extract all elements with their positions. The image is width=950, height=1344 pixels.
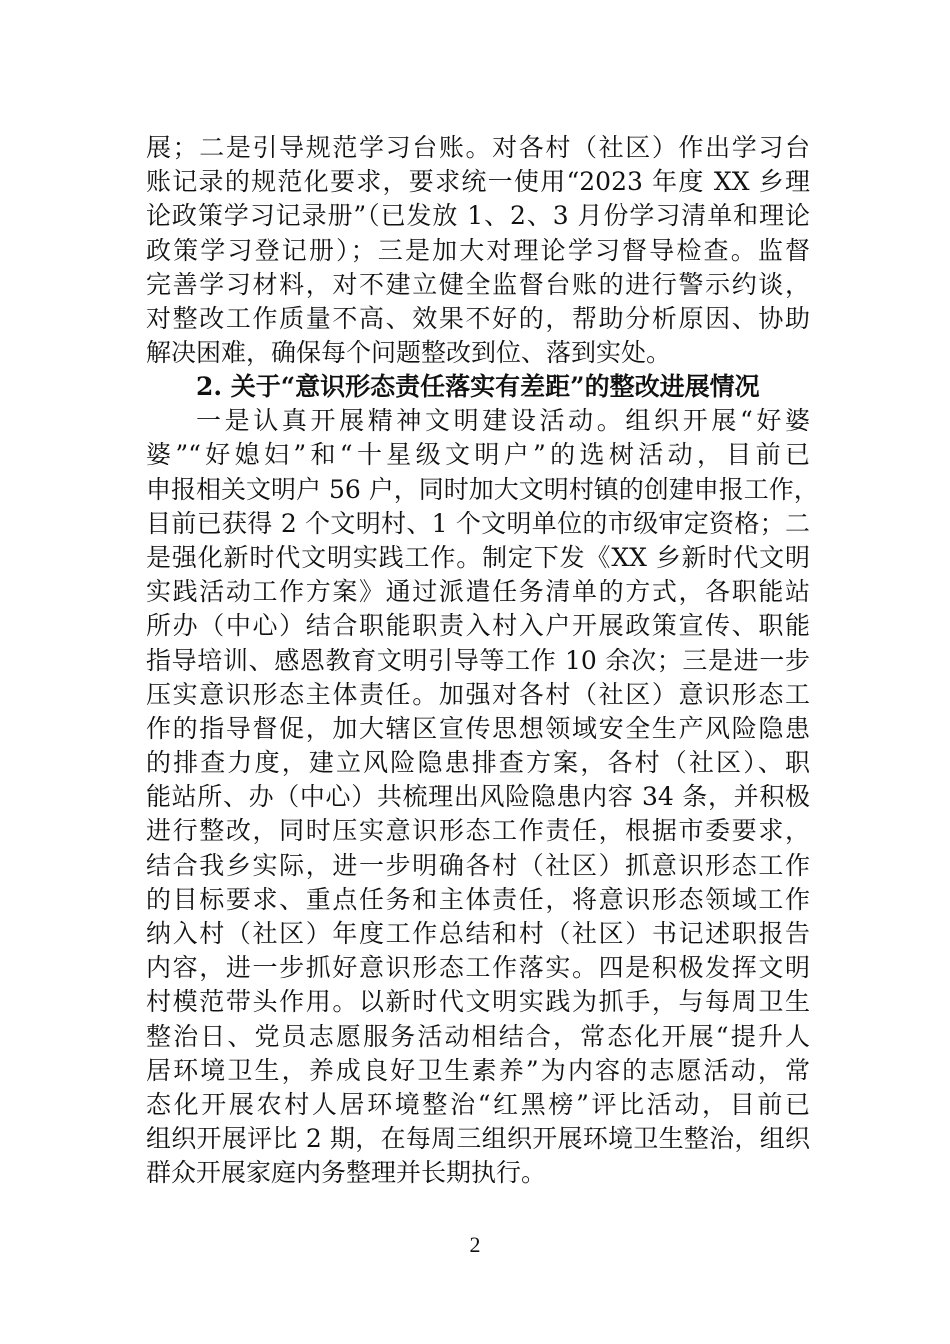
text-line: 对整改工作质量不高、效果不好的，帮助分析原因、协助 bbox=[146, 303, 810, 333]
text-line: 居环境卫生，养成良好卫生素养”为内容的志愿活动，常 bbox=[146, 1055, 810, 1085]
text-line: 村模范带头作用。以新时代文明实践为抓手，与每周卫生 bbox=[146, 987, 810, 1017]
text-line: 组织开展评比 2 期，在每周三组织开展环境卫生整治，组织 bbox=[146, 1124, 810, 1154]
section-heading: 2. 关于“意识形态责任落实有差距”的整改进展情况 bbox=[196, 372, 760, 401]
text-line: 展；二是引导规范学习台账。对各村（社区）作出学习台 bbox=[146, 133, 810, 162]
text-line: 整治日、党员志愿服务活动相结合，常态化开展“提升人 bbox=[146, 1021, 810, 1051]
text-line: 一是认真开展精神文明建设活动。组织开展“好婆 bbox=[196, 406, 810, 436]
text-line: 压实意识形态主体责任。加强对各村（社区）意识形态工 bbox=[146, 679, 810, 709]
text-line: 论政策学习记录册”（已发放 1、2、3 月份学习清单和理论 bbox=[146, 201, 810, 231]
text-line: 政策学习登记册）；三是加大对理论学习督导检查。监督 bbox=[146, 235, 810, 265]
text-line: 的目标要求、重点任务和主体责任，将意识形态领域工作 bbox=[146, 884, 810, 914]
text-line: 的排查力度，建立风险隐患排查方案，各村（社区）、职 bbox=[146, 748, 810, 778]
text-line: 指导培训、感恩教育文明引导等工作 10 余次；三是进一步 bbox=[146, 645, 810, 675]
text-line: 婆”“好媳妇”和“十星级文明户”的选树活动，目前已 bbox=[146, 440, 810, 470]
text-line: 结合我乡实际，进一步明确各村（社区）抓意识形态工作 bbox=[146, 850, 810, 880]
text-line: 内容，进一步抓好意识形态工作落实。四是积极发挥文明 bbox=[146, 953, 810, 983]
text-line: 解决困难，确保每个问题整改到位、落到实处。 bbox=[146, 338, 672, 368]
paragraph-continuation bbox=[146, 131, 810, 370]
text-line: 是强化新时代文明实践工作。制定下发《XX 乡新时代文明 bbox=[146, 542, 810, 572]
page-number: 2 bbox=[469, 1232, 481, 1257]
text-line: 申报相关文明户 56 户，同时加大文明村镇的创建申报工作， bbox=[146, 474, 819, 504]
text-line: 态化开展农村人居环境整治“红黑榜”评比活动，目前已 bbox=[146, 1089, 810, 1119]
text-line: 群众开展家庭内务整理并长期执行。 bbox=[146, 1158, 547, 1188]
section-2 bbox=[146, 370, 819, 1191]
text-line: 所办（中心）结合职能职责入村入户开展政策宣传、职能 bbox=[146, 611, 810, 641]
text-line: 纳入村（社区）年度工作总结和村（社区）书记述职报告 bbox=[146, 919, 810, 948]
text-line: 目前已获得 2 个文明村、1 个文明单位的市级审定资格；二 bbox=[146, 508, 810, 538]
text-line: 账记录的规范化要求，要求统一使用“2023 年度 XX 乡理 bbox=[146, 167, 810, 197]
text-line: 实践活动工作方案》通过派遣任务清单的方式，各职能站 bbox=[146, 577, 810, 607]
text-line: 能站所、办（中心）共梳理出风险隐患内容 34 条，并积极 bbox=[146, 782, 810, 812]
text-line: 完善学习材料，对不建立健全监督台账的进行警示约谈， bbox=[146, 269, 810, 299]
text-line: 进行整改，同时压实意识形态工作责任，根据市委要求， bbox=[146, 816, 810, 846]
text-line: 作的指导督促，加大辖区宣传思想领域安全生产风险隐患 bbox=[146, 713, 810, 743]
